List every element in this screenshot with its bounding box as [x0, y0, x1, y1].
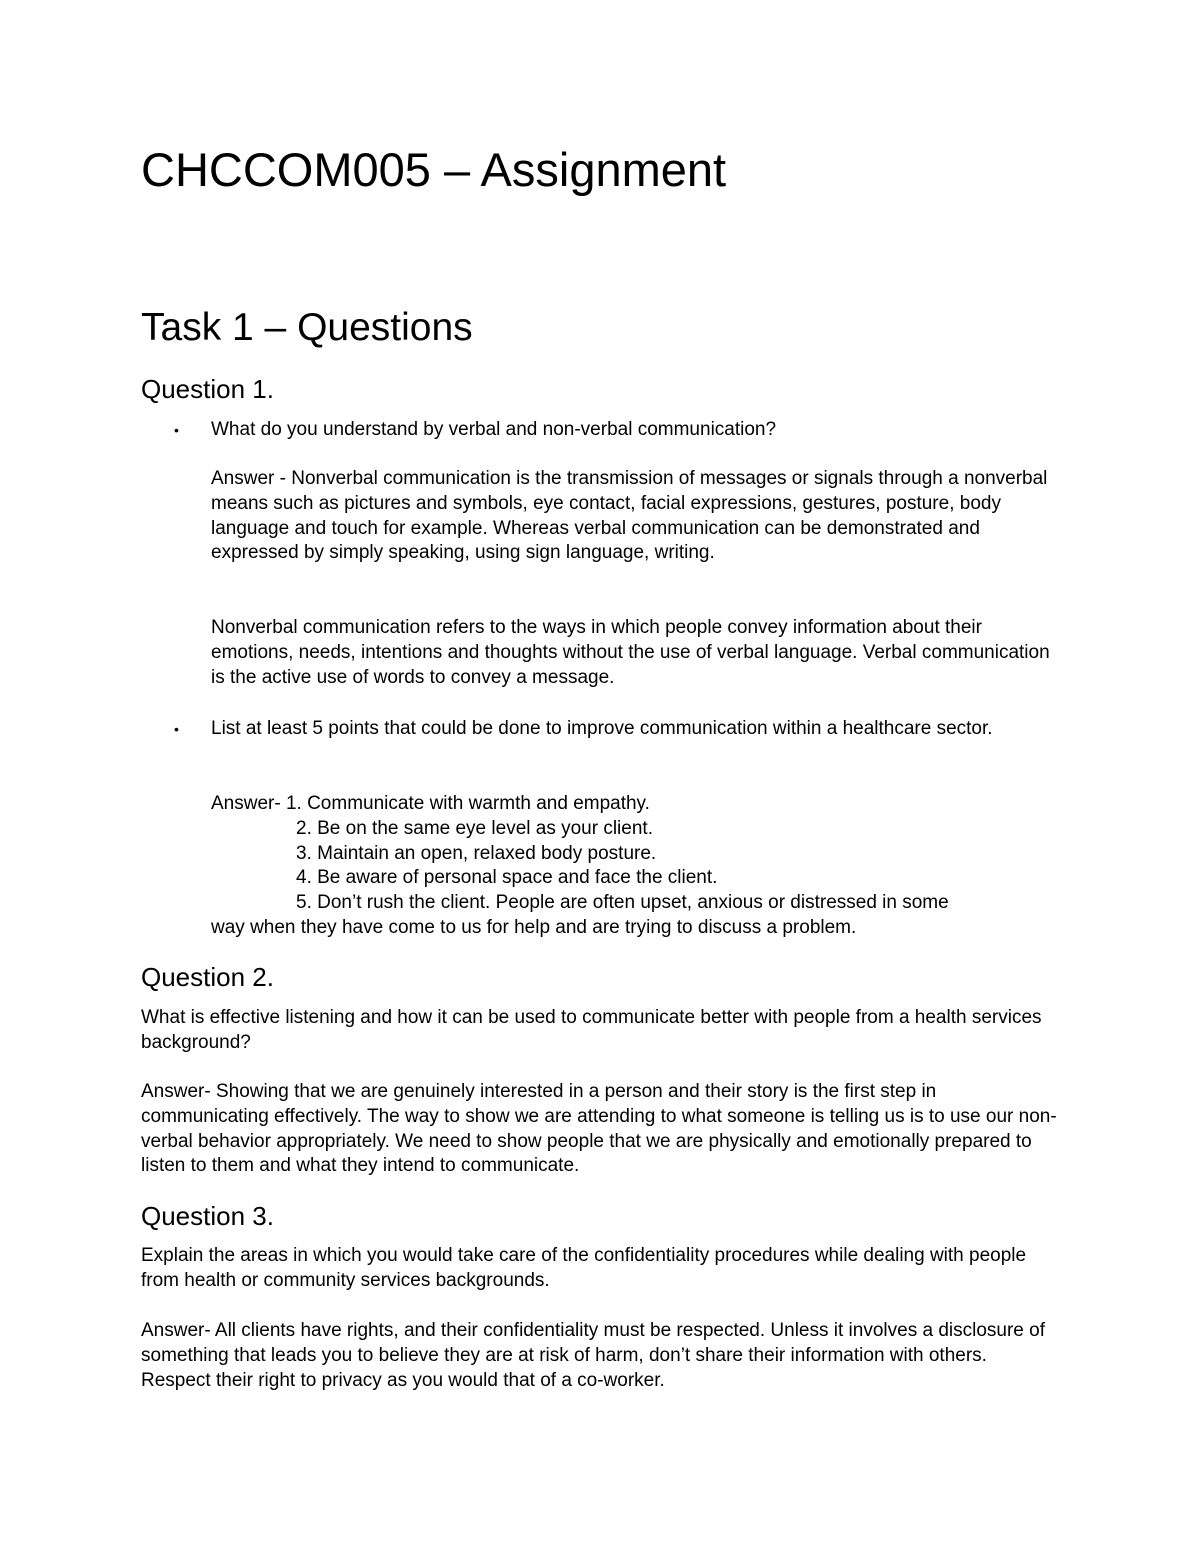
question-2-text: What is effective listening and how it can be used to communicate better with people from a health services background?	[141, 1007, 1042, 1053]
question-1-item-1-answer-para-2: Nonverbal communication refers to the ways in which people convey information about their emotions, needs, intentions and thoughts without the use of verbal language. Verbal communication is the active use of words to convey a message.	[211, 617, 1050, 688]
task-title: Task 1 – Questions	[141, 306, 473, 349]
question-3-text: Explain the areas in which you would take care of the confidentiality procedures while dealing with people from health or community services backgrounds.	[141, 1245, 1027, 1291]
question-3-answer: Answer- All clients have rights, and their confidentiality must be respected. Unless it involves a disclosure of something that leads you to believe they are at risk of harm, don’t share their information with others. Respect their right to privacy as you would that of a co-worker.	[141, 1320, 1045, 1391]
bullet-2: •	[174, 721, 179, 737]
question-3-heading: Question 3.	[141, 1201, 274, 1231]
question-1-item-2-answer-line-4: 4. Be aware of personal space and face the client.	[296, 867, 718, 888]
question-1-item-2-answer-line-2: 2. Be on the same eye level as your client.	[296, 818, 653, 839]
question-2-answer: Answer- Showing that we are genuinely interested in a person and their story is the first step in communicating effectively. The way to show we are attending to what someone is telling us is to use our non-verbal behavior appropriately. We need to show people that we are physically and emotionally prepared to listen to them and what they intend to communicate.	[141, 1081, 1057, 1177]
question-1-heading: Question 1.	[141, 374, 274, 404]
question-1-item-1-answer-para-1: Answer - Nonverbal communication is the transmission of messages or signals through a nonverbal means such as pictures and symbols, eye contact, facial expressions, gestures, posture, body language and touch for example. Whereas verbal communication can be demonstrated and expressed by simply speaking, using sign language, writing.	[211, 468, 1048, 564]
question-1-item-2-answer-line-5: 5. Don’t rush the client. People are often upset, anxious or distressed in some	[296, 892, 949, 913]
question-1-item-2-answer-line-3: 3. Maintain an open, relaxed body posture.	[296, 843, 657, 864]
question-2-heading: Question 2.	[141, 962, 274, 992]
bullet-1: •	[174, 422, 179, 438]
question-1-item-2-answer-line-1: Answer- 1. Communicate with warmth and empathy.	[211, 793, 650, 814]
document-title: CHCCOM005 – Assignment	[141, 143, 727, 196]
question-1-item-2-question: List at least 5 points that could be done to improve communication within a healthcare sector.	[211, 718, 993, 739]
question-1-item-2-answer-line-6: way when they have come to us for help and are trying to discuss a problem.	[211, 917, 857, 938]
question-1-item-1-question: What do you understand by verbal and non-verbal communication?	[211, 419, 777, 440]
